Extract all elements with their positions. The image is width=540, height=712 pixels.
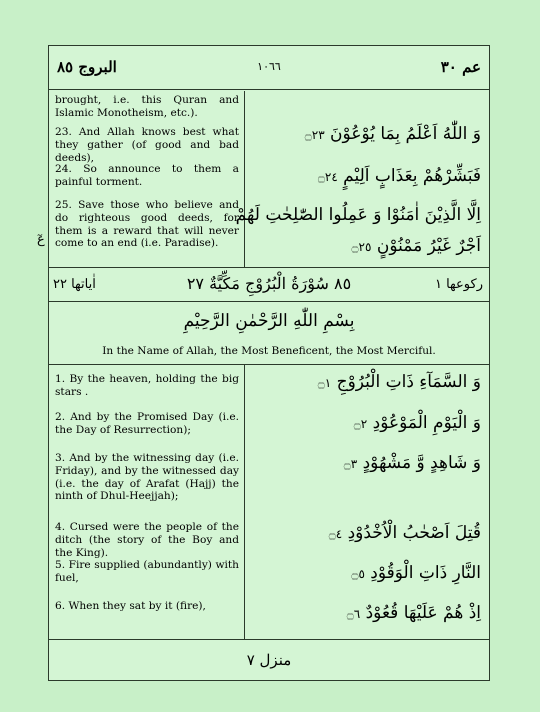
page-footer [49, 639, 489, 681]
verse-en-24: 24. So announce to them a painful torment. [55, 163, 239, 188]
verse-ar-25-line2: اَجْرٌ غَيْرُ مَمْنُوْنٍ ۝٢٥ [351, 236, 481, 256]
verse-en-22-cont: brought, i.e. this Quran and Islamic Monotheism, etc.). [55, 94, 239, 119]
verse-en-25: 25. Save those who believe and do righteous good deeds, for them is a reward that will never come to an end (i.e. Paradise). [55, 199, 239, 250]
verse-number-mark: ۝٢ [353, 417, 368, 431]
ruku-marker: عٓ [37, 232, 45, 247]
verse-number-mark: ۝٢٥ [351, 240, 372, 254]
verse-ar-24: فَبَشِّرْهُمْ بِعَذَابٍ اَلِيْمٍ ۝٢٤ [317, 166, 481, 186]
verse-en-1: 1. By the heaven, holding the big stars . [55, 373, 239, 398]
verse-ar-1: وَ السَّمَآءِ ذَاتِ الْبُرُوْجِ ۝١ [317, 372, 481, 392]
verse-number-mark: ۝١ [317, 376, 332, 390]
ruku-count: ركوعها ١ [434, 277, 483, 292]
bismillah-english: In the Name of Allah, the Most Beneficent, the Most Merciful. [102, 345, 436, 357]
surah-title: ٨٥ سُوْرَةُ الْبُرُوْجِ مَكِّيَّةٌ ٢٧ [186, 274, 352, 293]
page-number: ١٠٦٦ [257, 60, 281, 73]
verse-ar-2: وَ الْيَوْمِ الْمَوْعُوْدِ ۝٢ [353, 413, 481, 433]
verse-en-5: 5. Fire supplied (abundantly) with fuel, [55, 559, 239, 584]
juz-label: عم ٣٠ [440, 58, 481, 76]
verse-en-2: 2. And by the Promised Day (i.e. the Day of Resurrection); [55, 411, 239, 436]
verse-number-mark: ۝٤ [328, 527, 343, 541]
verse-number-mark: ۝٢٤ [317, 170, 338, 184]
verse-en-3: 3. And by the witnessing day (i.e. Friday), and by the witnessed day (i.e. the day of Arafat (Hajj) the ninth of Dhul-Heejjah); [55, 452, 239, 503]
column-divider-bottom [244, 365, 245, 639]
verse-en-4: 4. Cursed were the people of the ditch (the story of the Boy and the King). [55, 521, 239, 559]
verse-number-mark: ۝٢٣ [304, 128, 325, 142]
verse-en-6: 6. When they sat by it (fire), [55, 600, 206, 612]
surah-header-bar [49, 267, 489, 302]
verse-number-mark: ۝٦ [346, 607, 361, 621]
verse-number-mark: ۝٥ [351, 567, 365, 581]
page-header [49, 46, 489, 90]
manzil-label: منزل ٧ [246, 651, 292, 669]
verse-en-23: 23. And Allah knows best what they gather (of good and bad deeds), [55, 126, 239, 164]
verse-ar-3: وَ شَاهِدٍ وَّ مَشْهُوْدٍ ۝٣ [343, 453, 481, 473]
ayat-count: اٰياتها ٢٢ [53, 277, 96, 292]
page-frame [37, 45, 490, 681]
verse-ar-25-line1: اِلَّا الَّذِيْنَ اٰمَنُوْا وَ عَمِلُوا الصّٰلِحٰتِ لَهُمْ [235, 205, 481, 225]
surah-name-label: البروج ٨٥ [57, 58, 117, 76]
bismillah-arabic: بِسْمِ اللّٰهِ الرَّحْمٰنِ الرَّحِيْمِ [183, 311, 355, 331]
verse-ar-4: قُتِلَ اَصْحٰبُ الْاُخْدُوْدِ ۝٤ [328, 523, 481, 543]
verse-ar-5: النَّارِ ذَاتِ الْوَقُوْدِ ۝٥ [351, 563, 481, 583]
verse-number-mark: ۝٣ [343, 457, 358, 471]
verse-ar-6: اِذْ هُمْ عَلَيْهَا قُعُوْدٌ ۝٦ [346, 603, 481, 623]
separator-line [49, 364, 489, 365]
verse-ar-23: وَ اللّٰهُ اَعْلَمُ بِمَا يُوْعُوْنَ ۝٢٣ [304, 124, 481, 144]
